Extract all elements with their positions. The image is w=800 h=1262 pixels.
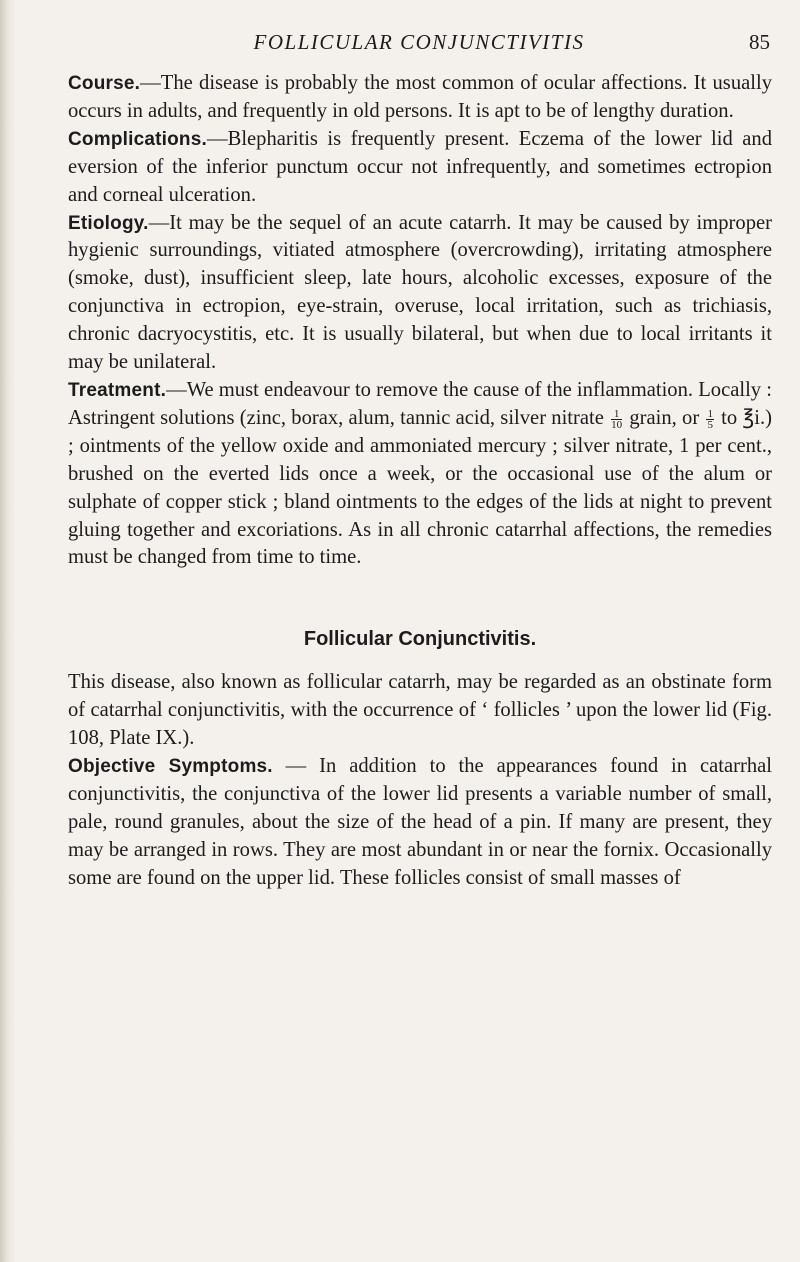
paragraph-course	[68, 70, 772, 126]
heading-objective-symptoms: Objective Symptoms.	[68, 755, 273, 777]
fraction-numerator: 1	[611, 409, 622, 420]
text-objective-symptoms: — In addition to the appearances found in catarrhal conjunctivitis, the conjunctiva of the lower lid presents a variable number of small, pale, round granules, about the size of the head of a pin. If many are present, they may be arranged in rows. They are most abundant in or near the fornix. Occasionally some are found on the upper lid. These follicles consist of small masses of	[68, 754, 772, 889]
page-number: 85	[749, 30, 770, 54]
heading-treatment: Treatment.	[68, 379, 167, 401]
heading-etiology: Etiology.	[68, 212, 149, 234]
text-intro: This disease, also known as follicular catarrh, may be regarded as an obstinate form of catarrhal conjunctivitis, with the occurrence of ‘ follicles ’ upon the lower lid (Fig. 108, Plate IX.).	[68, 671, 772, 750]
heading-complications: Complications.	[68, 128, 207, 150]
spine-shadow	[0, 0, 16, 1262]
text-course: —The disease is probably the most common of ocular affections. It usually occurs in adults, and frequently in old persons. It is apt to be of lengthy duration.	[68, 72, 772, 122]
text-etiology: —It may be the sequel of an acute catarrh. It may be caused by improper hygienic surroundings, vitiated atmosphere (overcrowding), irritating atmosphere (smoke, dust), insufficient sleep, late hours, alcoholic excesses, exposure of the conjunctiva in ectropion, eye-strain, overuse, local irritation, such as trichiasis, chronic dacryocystitis, etc. It is usually bilateral, but when due to local irritants it may be unilateral.	[68, 211, 772, 374]
fraction-one-fifth	[706, 409, 714, 430]
paragraph-treatment	[68, 377, 772, 572]
running-title: FOLLICULAR CONJUNCTIVITIS	[253, 30, 585, 54]
fraction-one-tenth	[611, 409, 622, 430]
fraction-denominator: 5	[707, 418, 713, 431]
paragraph-intro	[68, 669, 772, 753]
paragraph-objective-symptoms	[68, 753, 772, 893]
heading-course: Course.	[68, 73, 141, 94]
text-treatment-a: —We must endeavour to remove the cause of the inflammation. Locally : Astringent solutions (zinc, borax, alum, tannic acid, silver nitrate	[68, 378, 772, 429]
running-head	[68, 30, 770, 60]
body-text	[68, 70, 772, 892]
fraction-numerator: 1	[707, 407, 713, 420]
paragraph-complications	[68, 126, 772, 210]
text-treatment-b: grain, or	[629, 406, 700, 429]
paragraph-etiology	[68, 210, 772, 377]
section-heading: Follicular Conjunctivitis.	[303, 628, 537, 651]
fraction-denominator: 10	[611, 418, 623, 431]
text-treatment-c: to ℥i.) ; ointments of the yellow oxide and ammoniated mercury ; silver nitrate, 1 per cent., brushed on the everted lids once a week, or the occasional use of the alum or sulphate of copper stick ; bland ointments to the edges of the lids at night to prevent gluing together and excoriations. As in all chronic catarrhal affections, the remedies must be changed from time to time.	[68, 406, 773, 569]
text-complications: —Blepharitis is frequently present. Eczema of the lower lid and eversion of the inferior punctum occur not infrequently, and sometimes ectropion and corneal ulceration.	[68, 127, 772, 206]
